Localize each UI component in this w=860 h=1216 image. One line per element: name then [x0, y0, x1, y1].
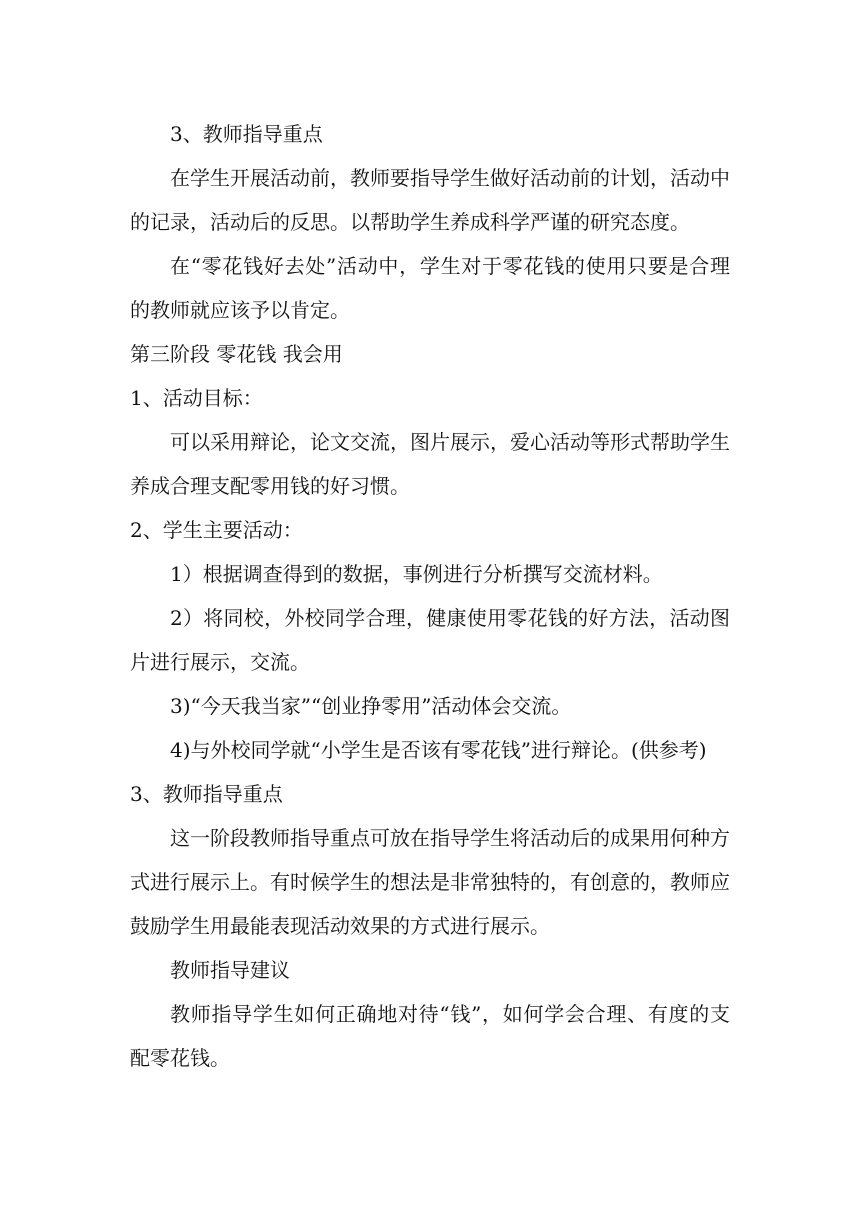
- list-item: 3)“今天我当家”“创业挣零用”活动体会交流。: [170, 694, 572, 718]
- list-item: 2）将同校，外校同学合理，健康使用零花钱的好方法，活动图片进行展示，交流。: [130, 606, 730, 674]
- document-body: [130, 112, 730, 1080]
- section-heading-activity-goal: 1、活动目标：: [130, 386, 263, 410]
- paragraph: 在“零花钱好去处”活动中，学生对于零花钱的使用只要是合理的教师就应该予以肯定。: [130, 254, 730, 322]
- paragraph: 这一阶段教师指导重点可放在指导学生将活动后的成果用何种方式进行展示上。有时候学生的想法是非常独特的，有创意的，教师应鼓励学生用最能表现活动效果的方式进行展示。: [130, 826, 730, 938]
- section-heading-student-activities: 2、学生主要活动：: [130, 518, 303, 542]
- list-item: 1）根据调查得到的数据，事例进行分析撰写交流材料。: [170, 562, 663, 586]
- paragraph: 在学生开展活动前，教师要指导学生做好活动前的计划，活动中的记录，活动后的反思。以帮助学生养成科学严谨的研究态度。: [130, 166, 730, 234]
- paragraph: 可以采用辩论，论文交流，图片展示，爱心活动等形式帮助学生养成合理支配零用钱的好习惯。: [130, 430, 730, 498]
- section-heading-teacher-focus: 3、教师指导重点: [170, 122, 323, 146]
- list-item: 4)与外校同学就“小学生是否该有零花钱”进行辩论。(供参考): [170, 738, 707, 762]
- paragraph: 教师指导学生如何正确地对待“钱”，如何学会合理、有度的支配零花钱。: [130, 1002, 730, 1070]
- stage-heading: 第三阶段 零花钱 我会用: [130, 342, 343, 366]
- subheading-teacher-suggestions: 教师指导建议: [170, 958, 290, 982]
- section-heading-teacher-focus: 3、教师指导重点: [130, 782, 283, 806]
